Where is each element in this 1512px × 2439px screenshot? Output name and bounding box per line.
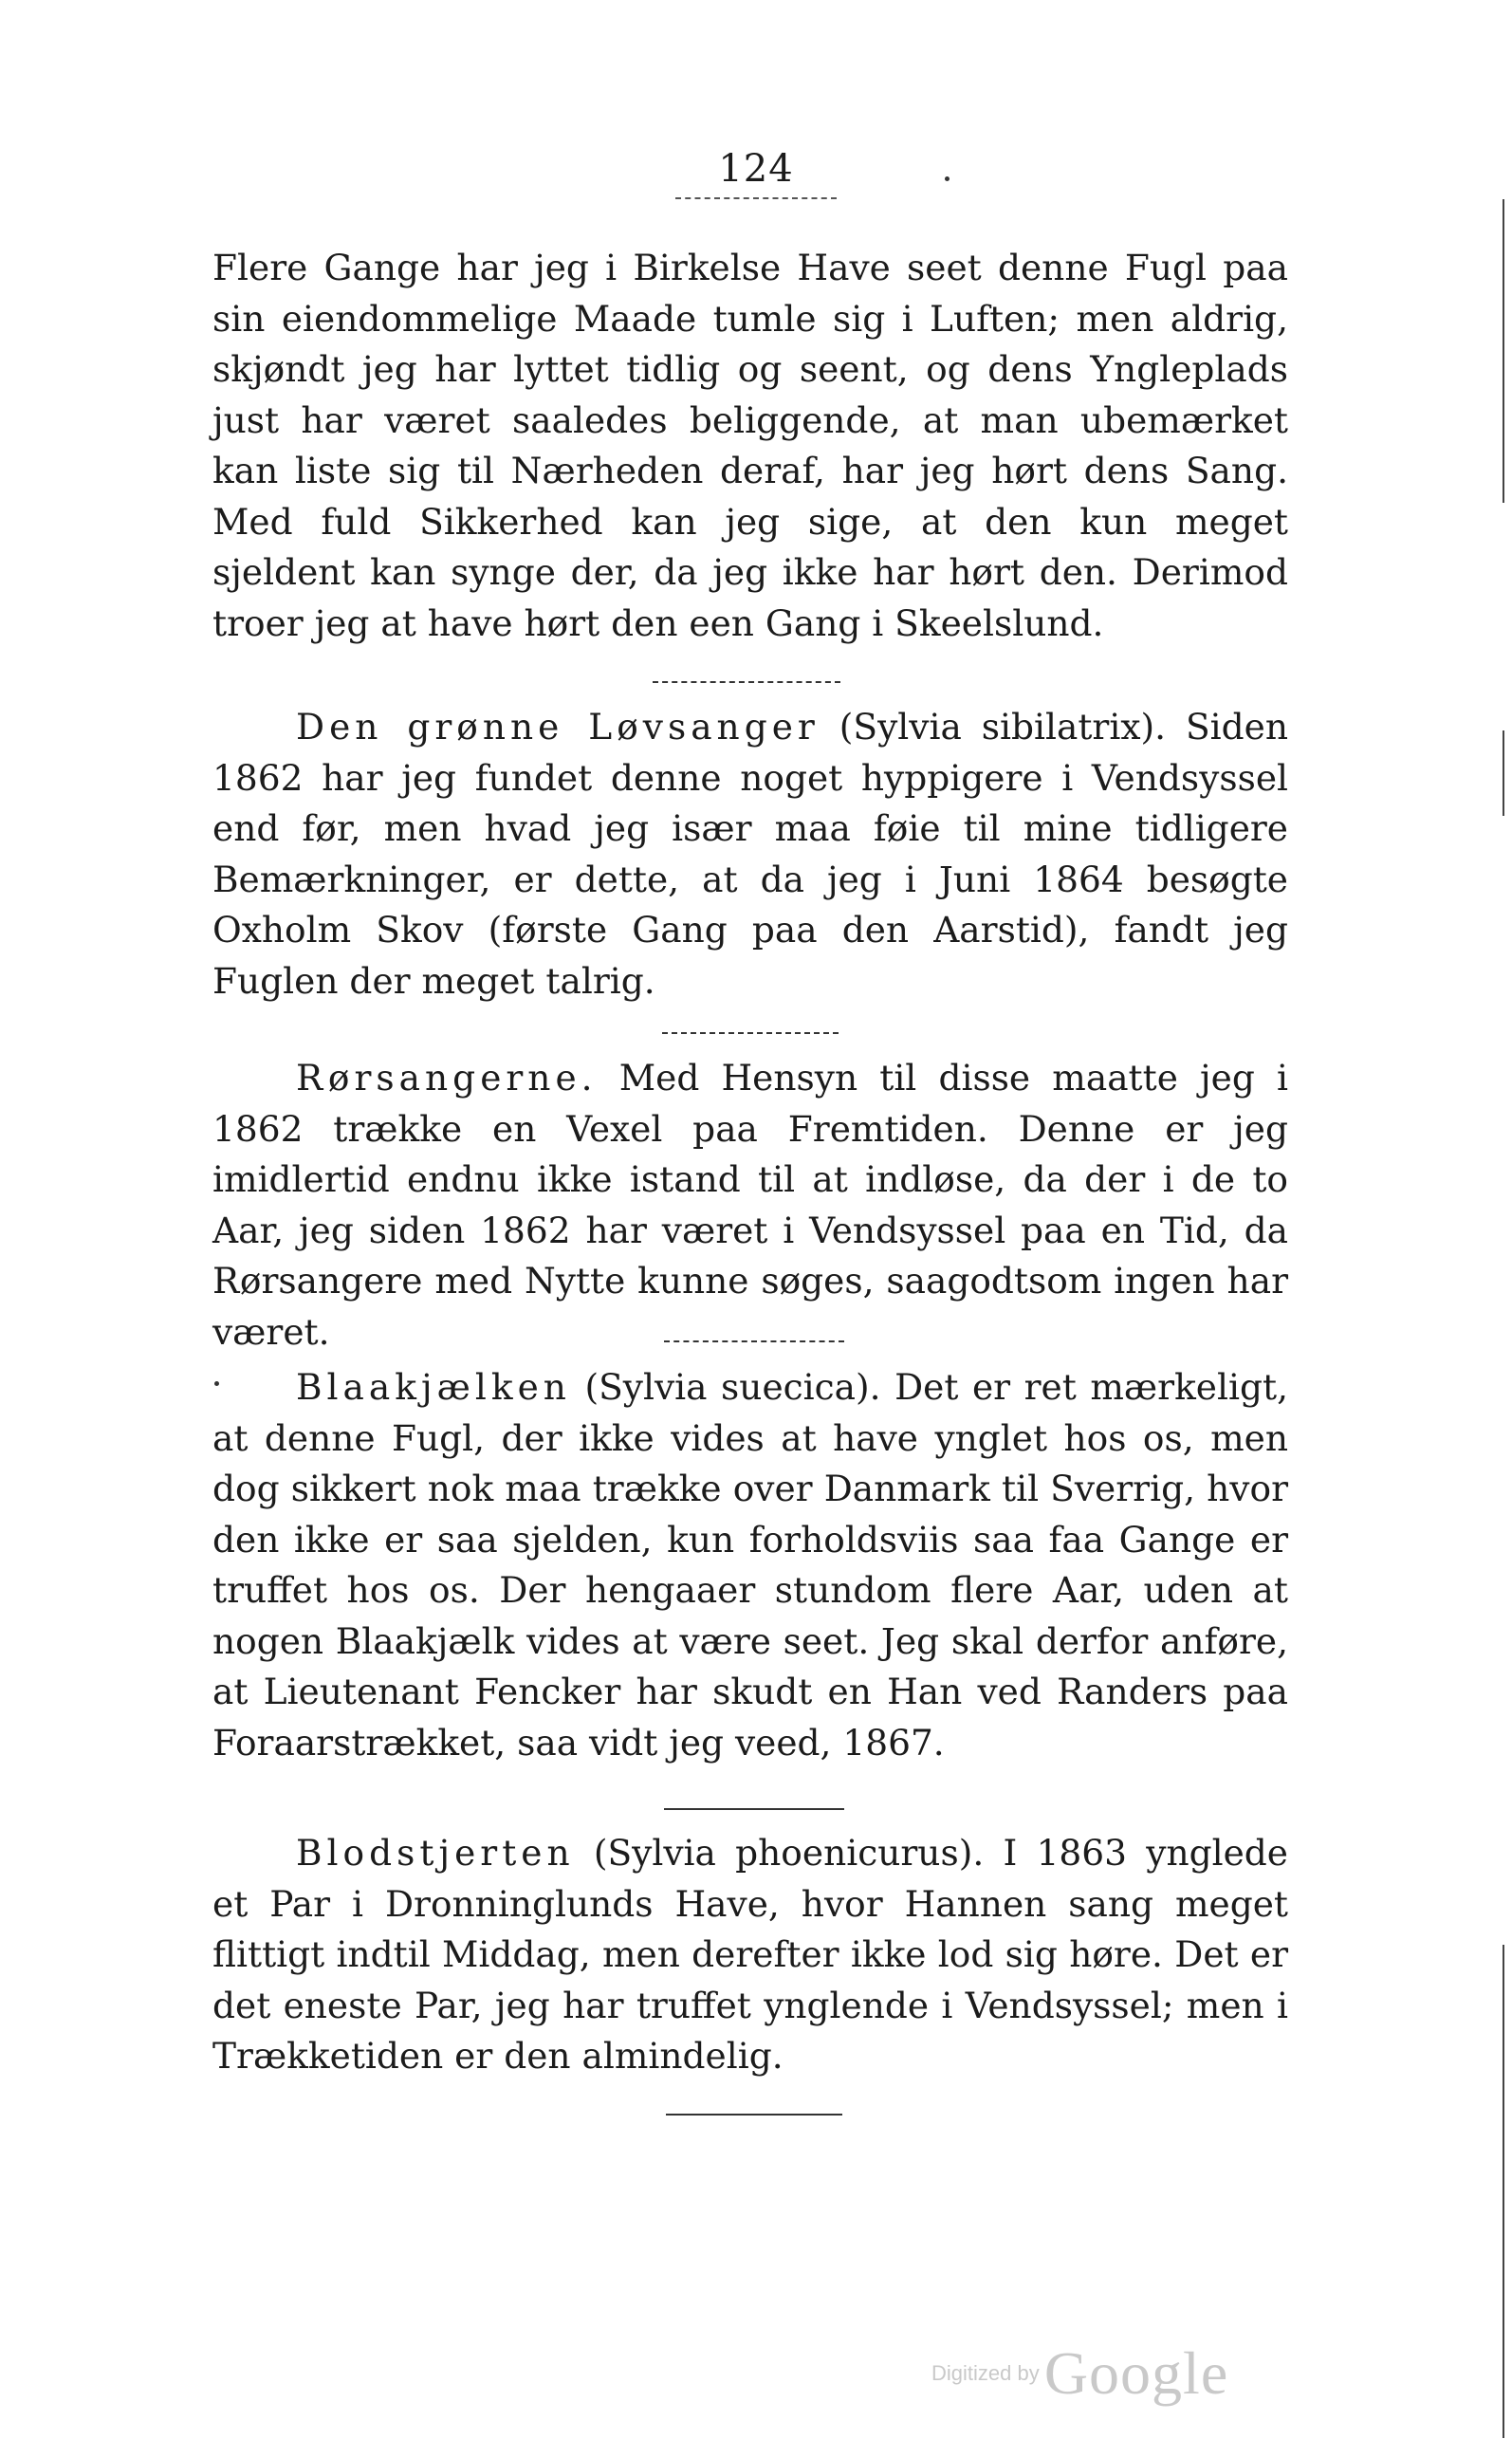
paragraph-blodstjerten — [212, 1828, 1288, 2082]
paragraph-text: (Sylvia sibilatrix). Siden 1862 har jeg fundet denne noget hyppigere i Vendsyssel end før, men hvad jeg især maa føie til mine tidligere Bemærkninger, er dette, at da jeg i Juni 1864 besøgte Oxholm Skov (første Gang paa den Aarstid), fandt jeg Fuglen der meget talrig. — [212, 706, 1289, 1002]
species-heading: Blaakjælken — [296, 1366, 571, 1408]
section-divider — [664, 1808, 844, 1810]
paragraph-blaakjaelken — [212, 1362, 1288, 1768]
scan-edge-mark — [1503, 730, 1504, 816]
species-heading: Den grønne Løvsanger — [296, 706, 820, 748]
paragraph-lovsanger — [212, 702, 1288, 1007]
scan-edge-mark — [1503, 199, 1504, 503]
google-logo: Google — [1043, 2339, 1229, 2407]
watermark — [931, 2338, 1228, 2409]
scan-edge-mark — [1503, 1945, 1504, 2438]
paragraph-text: (Sylvia suecica). Det er ret mærkeligt, at denne Fugl, der ikke vides at have ynglet hos os, men dog sikkert nok maa trække over Danmark til Sverrig, hvor den ikke er saa sjelden, kun forholdsviis saa faa Gange er truffet hos os. Der hengaaer stundom flere Aar, uden at nogen Blaakjælk vides at være seet. Jeg skal derfor anføre, at Lieutenant Fencker har skudt en Han ved Randers paa Foraarstrækket, saa vidt jeg veed, 1867. — [212, 1366, 1288, 1764]
section-divider — [662, 1032, 839, 1034]
watermark-prefix: Digitized by — [931, 2361, 1040, 2385]
species-heading: Blodstjerten — [296, 1832, 575, 1874]
section-divider — [666, 2114, 842, 2116]
section-divider — [653, 681, 840, 683]
paragraph-rorsangerne — [212, 1053, 1288, 1358]
paragraph-text: (Sylvia phoenicurus). I 1863 ynglede et Par i Dronninglunds Have, hvor Hannen sang meget flittigt indtil Middag, men derefter ikke lod sig høre. Det er det eneste Par, jeg har truffet ynglende i Vendsyssel; men i Trækketiden er den almindelig. — [212, 1832, 1288, 2077]
page-number: 124 — [718, 147, 794, 191]
scan-speck — [945, 176, 950, 181]
paragraph-text: Med Hensyn til disse maatte jeg i 1862 trække en Vexel paa Fremtiden. Denne er jeg imidlertid endnu ikke istand til at indløse, da der i de to Aar, jeg siden 1862 har været i Vendsyssel paa en Tid, da Rørsangere med Nytte kunne søges, saagodtsom ingen har været. — [212, 1057, 1288, 1353]
page-number-underline — [675, 197, 837, 199]
section-divider — [664, 1340, 844, 1342]
species-heading: Rørsangerne. — [296, 1057, 598, 1099]
paragraph-text: Flere Gange har jeg i Birkelse Have seet denne Fugl paa sin eiendommelige Maade tumle sig i Luften; men aldrig, skjøndt jeg har lyttet tidlig og seent, og dens Yngleplads just har været saaledes beliggende, at man ubemærket kan liste sig til Nærheden deraf, har jeg hørt dens Sang. Med fuld Sikkerhed kan jeg sige, at den kun meget sjeldent kan synge der, da jeg ikke har hørt den. Derimod troer jeg at have hørt den een Gang i Skeelslund. — [212, 247, 1288, 644]
paragraph-sang — [212, 243, 1288, 649]
scan-speck — [214, 1381, 219, 1386]
